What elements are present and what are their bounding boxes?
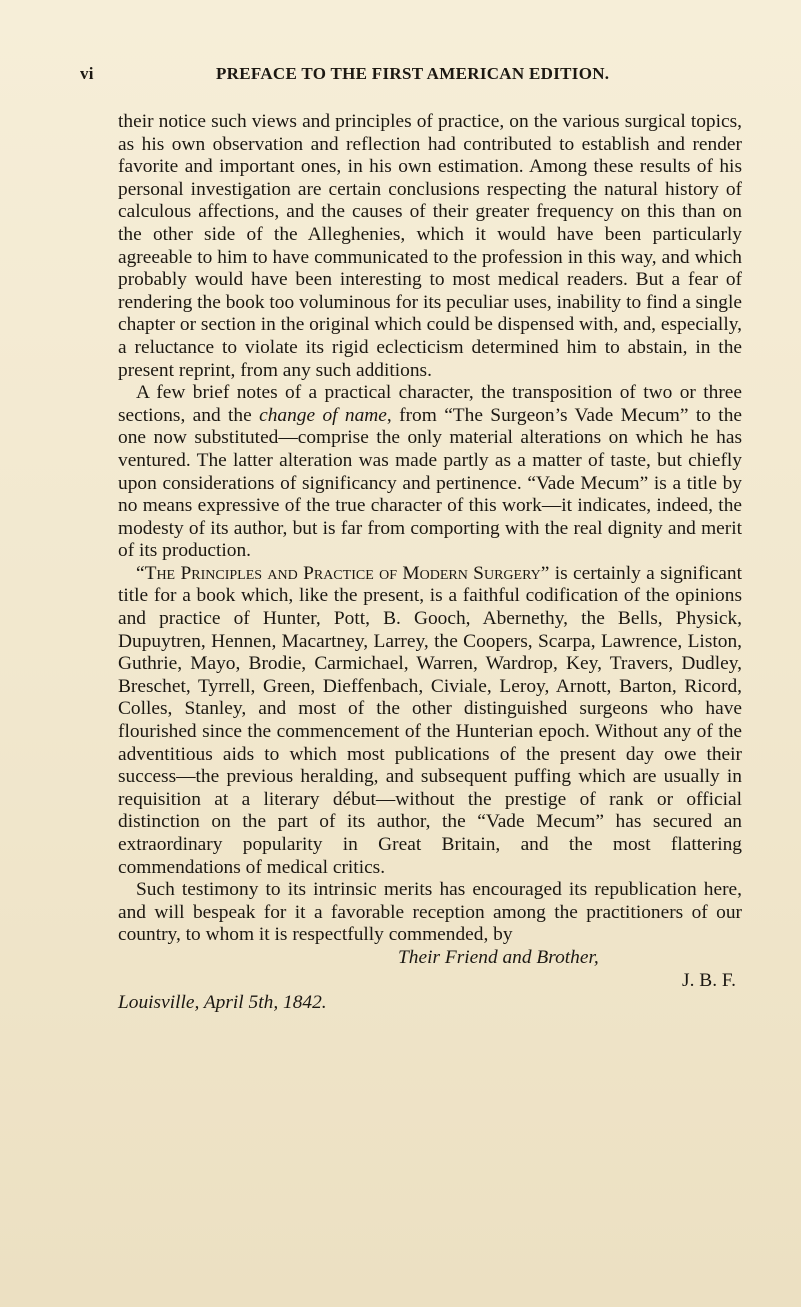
paragraph-3 <box>118 563 742 879</box>
running-title: PREFACE TO THE FIRST AMERICAN EDITION. <box>216 64 610 83</box>
paragraph-3-rest: is certainly a significant title for a book which, like the present, is a faithful codification of the opinions and practice of Hunter, Pott, B. Gooch, Abernethy, the Bells, Physick, Dupuytren, Hennen, Macartney, Larrey, the Coopers, Scarpa, Lawrence, Liston, Guthrie, Mayo, Brodie, Carmichael, Warren, Wardrop, Key, Travers, Dudley, Breschet, Tyrrell, Green, Dieffenbach, Civiale, Leroy, Arnott, Barton, Ricord, Colles, Stanley, and most of the other distinguished surgeons who have flourished since the commencement of the Hunterian epoch. Without any of the adventitious aids to which most publications of the present day owe their success—the previous heralding, and subsequent puffing which are usually in requisition at a literary début—without the prestige of rank or official distinction on the part of its author, the “Vade Mecum” has secured an extraordinary popularity in Great Britain, and the most flattering commendations of medical critics. <box>118 562 742 878</box>
paragraph-4: Such testimony to its intrinsic merits has encouraged its republication here, and will bespeak for it a favorable reception among the practitioners of our country, to whom it is respectfully commended, by <box>118 879 742 946</box>
book-title: “The Principles and Practice of Modern Surgery” <box>136 562 550 584</box>
signoff: Their Friend and Brother, <box>398 946 599 968</box>
paragraph-2-emphasis: change of name <box>259 404 387 426</box>
paragraph-1: their notice such views and principles of practice, on the various surgical topics, as his own observation and reflection had contributed to establish and render favorite and important ones, in his own estimation. Among these results of his personal investigation are certain conclusions respecting the natural history of calculous affections, and the causes of their greater frequency on this than on the other side of the Alleghenies, which it would have been particularly agreeable to him to have communicated to the profession in this way, and which probably would have been interesting to most medical readers. But a fear of rendering the book too voluminous for its peculiar uses, inability to find a single chapter or section in the original which could be dispensed with, and, especially, a reluctance to violate its rigid eclecticism determined him to abstain, in the present reprint, from any such additions. <box>118 111 742 381</box>
page-header <box>80 64 740 88</box>
page-number: vi <box>80 64 94 83</box>
paragraph-2-start: A few brief notes of a practical character, the transposition of two or three sections, and the <box>118 382 742 426</box>
paragraph-2 <box>118 382 742 563</box>
dateline: Louisville, April 5th, 1842. <box>118 992 327 1014</box>
author-initials: J. B. F. <box>682 969 736 991</box>
paragraph-2-end: , from “The Surgeon’s Vade Mecum” to the one now substituted—comprise the only material alterations on which he has ventured. The latter alteration was made partly as a matter of taste, but chiefly upon considerations of significancy and pertinence. “Vade Mecum” is a title by no means expressive of the true character of this work—it indicates, indeed, the modesty of its author, but is far from comporting with the real dignity and merit of its production. <box>118 404 742 562</box>
body-text <box>118 111 742 1015</box>
